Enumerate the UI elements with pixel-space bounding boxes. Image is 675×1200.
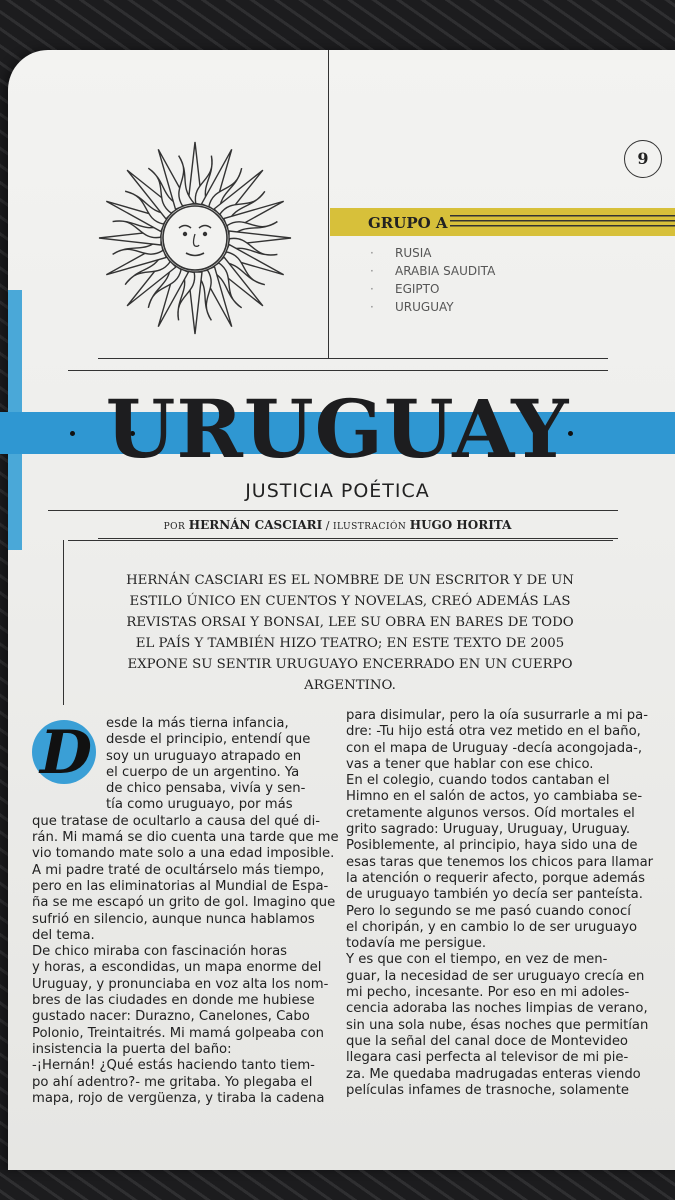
list-item: · URUGUAY	[370, 300, 454, 314]
text-line: llegara casi perfecta al televisor de mi pie-	[346, 1050, 629, 1066]
text-line: películas infames de trasnoche, solamente	[346, 1082, 630, 1098]
text-line: Uruguay, y pronunciaba en voz alta los nom-	[32, 976, 329, 992]
author-name: HERNÁN CASCIARI	[188, 518, 323, 532]
text-line: con el mapa de Uruguay -decía acongojada-,	[346, 740, 643, 756]
text-line: cretamente algunos versos. Oíd mortales el	[346, 805, 635, 821]
article-subtitle: JUSTICIA POÉTICA	[245, 480, 430, 502]
text-line: el choripán, y en cambio lo de ser uruguayo	[346, 919, 638, 935]
text-line: que tratase de ocultarlo a causa del qué di-	[32, 813, 321, 829]
text-line: para disimular, pero la oía susurrarle a mi pa-	[346, 708, 649, 723]
text-line: vio tomando mate solo a una edad imposible.	[32, 846, 335, 862]
text-line: De chico miraba con fascinación horas	[32, 944, 288, 960]
illustrator-name: HUGO HORITA	[409, 518, 512, 532]
group-team-list	[370, 244, 495, 316]
text-line: sufrió en silencio, aunque nunca hablamos	[32, 911, 315, 927]
list-item: · ARABIA SAUDITA	[370, 264, 496, 278]
text-line: el cuerpo de un argentino. Ya	[106, 764, 300, 780]
text-line: y horas, a escondidas, un mapa enorme del	[32, 960, 322, 976]
divider-vertical	[328, 50, 329, 358]
text-line: Himno en el salón de actos, yo cambiaba se-	[346, 789, 643, 805]
text-line: mapa, rojo de vergüenza, y tiraba la cadena	[32, 1090, 325, 1106]
text-line: insistencia la puerta del baño:	[32, 1041, 232, 1057]
text-line: dre: -Tu hijo está otra vez metido en el baño,	[346, 724, 641, 740]
text-line: la atención o requerir afecto, porque además	[346, 870, 645, 886]
text-line: esas taras que tenemos los chicos para llamar	[346, 854, 654, 870]
text-line: Pero lo segundo se me pasó cuando conocí	[346, 903, 631, 919]
body-column-1	[32, 716, 339, 1107]
text-line: -¡Hernán! ¿Qué estás haciendo tanto tiem-	[32, 1058, 315, 1074]
text-line: de chico pensaba, vivía y sen-	[106, 781, 306, 797]
list-item: · EGIPTO	[370, 282, 440, 296]
text-line: tía como uruguayo, por más	[106, 797, 293, 813]
text-line: guar, la necesidad de ser uruguayo crecía en	[346, 968, 645, 984]
intro-frame-left	[63, 540, 64, 705]
text-line: soy un uruguayo atrapado en	[106, 748, 302, 764]
text-line: mi pecho, incesante. Por eso en mi adoles-	[346, 985, 630, 1001]
text-line: pero en las eliminatorias al Mundial de Espa-	[32, 878, 329, 894]
text-line: En el colegio, cuando todos cantaban el	[346, 773, 610, 789]
text-line: sin una sola nube, ésas noches que permitían	[346, 1017, 649, 1033]
divider-intro-top	[98, 538, 618, 539]
list-item: · RUSIA	[370, 246, 432, 260]
page-number: 9	[624, 140, 662, 178]
drop-cap: D	[32, 720, 96, 784]
text-line: za. Me quedaba madrugadas enteras viendo	[346, 1066, 641, 1082]
text-line: esde la más tierna infancia,	[106, 716, 289, 731]
text-line: ña se me escapó un grito de gol. Imagino que	[32, 895, 336, 911]
article-title: URUGUAY	[105, 382, 570, 476]
text-line: Posiblemente, al principio, haya sido una de	[346, 838, 638, 854]
text-line: desde el principio, entendí que	[106, 732, 311, 748]
text-line: de uruguayo también yo decía ser panteísta.	[346, 887, 643, 903]
divider-under-title	[48, 510, 618, 511]
text-line: cencia adoraba las noches limpias de verano,	[346, 1001, 648, 1017]
text-line: vas a tener que hablar con ese chico.	[346, 756, 594, 772]
divider-top	[98, 358, 608, 359]
text-line: po ahí adentro?- me gritaba. Yo plegaba el	[32, 1074, 313, 1090]
text-line: todavía me persigue.	[346, 936, 487, 952]
divider-byline-bottom	[68, 540, 613, 541]
body-column-2	[346, 708, 653, 1099]
group-header-stripes	[450, 215, 675, 229]
intro-paragraph: HERNÁN CASCIARI ES EL NOMBRE DE UN ESCRITOR Y DE UN ESTILO ÚNICO EN CUENTOS Y NOVELAS, CREÓ ADEMÁS LAS REVISTAS ORSAI Y BONSAI, LEE SU OBRA EN BARES DE TODO EL PAÍS Y TAMBIÉN HIZO TEATRO; EN ESTE TEXTO DE 2005 EXPONE SU SENTIR URUGUAYO ENCERRADO EN UN CUERPO ARGENTINO.	[126, 573, 574, 693]
text-line: A mi padre traté de ocultárselo más tiempo,	[32, 862, 325, 878]
divider-top-2	[68, 370, 608, 371]
text-line: Polonio, Treintaitrés. Mi mamá golpeaba con	[32, 1025, 324, 1041]
group-title: GRUPO A	[368, 214, 448, 232]
text-line: bres de las ciudades en donde me hubiese	[32, 993, 315, 1009]
text-line: grito sagrado: Uruguay, Uruguay, Uruguay.	[346, 822, 631, 838]
byline: POR HERNÁN CASCIARI / ILUSTRACIÓN HUGO HORITA	[163, 518, 512, 532]
text-line: del tema.	[32, 927, 95, 943]
text-line: que la señal del canal doce de Montevideo	[346, 1033, 628, 1049]
text-line: gustado nacer: Durazno, Canelones, Cabo	[32, 1009, 310, 1025]
text-line: Y es que con el tiempo, en vez de men-	[346, 952, 608, 968]
text-line: rán. Mi mamá se dio cuenta una tarde que me	[32, 830, 339, 846]
sun-of-may-icon	[95, 138, 295, 338]
